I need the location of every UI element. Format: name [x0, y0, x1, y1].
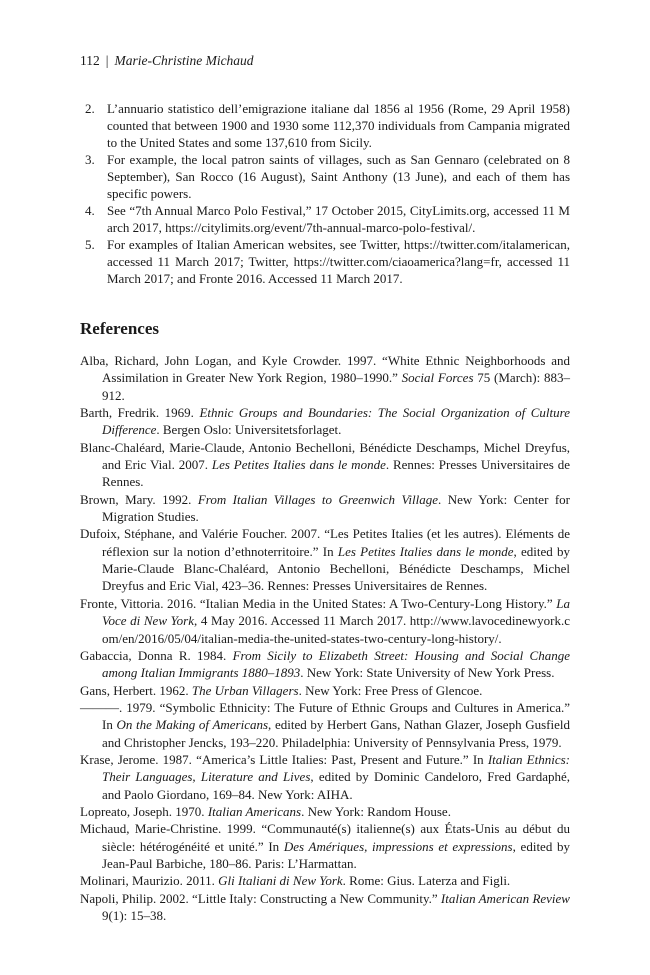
reference-title: Italian Ethnics: Their Languages, Literature and Lives [102, 751, 570, 785]
reference-entry [80, 820, 570, 872]
references-heading: References [80, 319, 159, 338]
page [80, 52, 570, 924]
reference-title: Les Petites Italies dans le monde [211, 457, 386, 473]
reference-text: Fronte, Vittoria. 2016. “Italian Media in the United States: A Two-Century-Long History.” [80, 595, 557, 611]
page-number: 112 [80, 53, 100, 68]
reference-entry [80, 872, 570, 889]
endnote-number: 5. [85, 237, 95, 252]
reference-text: Gabaccia, Donna R. 1984. [80, 647, 233, 663]
reference-title: La Voce di New York [102, 595, 570, 629]
reference-entry [80, 491, 570, 526]
endnote-text: L’annuario statistico dell’emigrazione italiane dal 1856 al 1956 (Rome, 29 April 1958) counted that between 1900 and 1930 some 112,370 individuals from Campania migrated to the United States and some 137,610 from Sicily. [107, 101, 570, 150]
reference-text: 75 (March): 883–912. [102, 370, 570, 403]
reference-text: . New York: Center for Migration Studies. [102, 491, 571, 525]
endnotes-list [80, 100, 570, 287]
reference-text: . New York: State University of New York Press. [300, 665, 555, 681]
reference-text: Napoli, Philip. 2002. “Little Italy: Constructing a New Community.” [80, 890, 441, 906]
endnote-text: See “7th Annual Marco Polo Festival,” 17 October 2015, CityLimits.org, accessed 11 March 2017, https://citylimits.org/event/7th-annual-marco-polo-festival/. [107, 203, 570, 235]
reference-title: Social Forces [401, 370, 474, 386]
reference-text: Alba, Richard, John Logan, and Kyle Crowder. 1997. “White Ethnic Neighborhoods and Assimilation in Greater New York Region, 1980–1990.” [80, 353, 570, 386]
reference-entry [80, 803, 570, 820]
reference-text: , edited by Jean-Paul Barbiche, 180–86. Paris: L’Harmattan. [102, 838, 571, 871]
endnote [80, 151, 570, 202]
reference-text: Michaud, Marie-Christine. 1999. “Communauté(s) italienne(s) aux États-Unis au début du siècle: hétérogénéité et unité.” In [80, 821, 570, 854]
reference-text: , edited by Marie-Claude Blanc-Chaléard, Antonio Bechelloni, Bénédicte Deschamps, Michel Dreyfus and Eric Vial, 423–36. Rennes: Presses Universitaires de Rennes. [102, 543, 571, 594]
endnote-number: 2. [85, 101, 95, 116]
reference-title: The Urban Villagers [191, 682, 299, 698]
header-separator: | [105, 53, 109, 68]
endnote [80, 236, 570, 287]
reference-text: , 4 May 2016. Accessed 11 March 2017. http://www.lavocedinewyork.com/en/2016/05/04/italian-media-the-united-states-two-century-long-history/. [102, 613, 570, 646]
endnote [80, 202, 570, 236]
reference-text: Brown, Mary. 1992. [80, 491, 198, 507]
endnote-number: 3. [85, 152, 95, 167]
endnote [80, 100, 570, 151]
reference-entry [80, 404, 570, 439]
reference-text: . Rennes: Presses Universitaires de Rennes. [102, 457, 571, 490]
reference-entry [80, 525, 570, 594]
reference-entry [80, 647, 570, 682]
reference-text: , edited by Herbert Gans, Nathan Glazer, Joseph Gusfield and Christopher Jencks, 193–220. Philadelphia: University of Pennsylvania Press, 1979. [102, 717, 570, 750]
reference-text: Blanc-Chaléard, Marie-Claude, Antonio Bechelloni, Bénédicte Deschamps, Michel Dreyfus, and Eric Vial. 2007. [80, 439, 570, 473]
reference-entry [80, 890, 570, 925]
reference-title: Italian American Review [440, 890, 570, 906]
references-list [80, 352, 570, 924]
endnote-text: For example, the local patron saints of villages, such as San Gennaro (celebrated on 8 September), San Rocco (16 August), Saint Anthony (13 June), and each of them has specific powers. [107, 152, 570, 201]
reference-text: Molinari, Maurizio. 2011. [80, 873, 219, 889]
reference-title: From Italian Villages to Greenwich Village [197, 491, 439, 507]
reference-title: Des Amériques, impressions et expressions [283, 838, 513, 854]
reference-text: . Bergen Oslo: Universitetsforlaget. [156, 422, 342, 438]
reference-entry [80, 699, 570, 751]
reference-text: . New York: Random House. [301, 803, 451, 819]
reference-title: Les Petites Italies dans le monde [337, 543, 514, 559]
reference-entry [80, 595, 570, 647]
reference-text: Lopreato, Joseph. 1970. [80, 803, 208, 819]
reference-text: Dufoix, Stéphane, and Valérie Foucher. 2007. “Les Petites Italies (et les autres). Eléments de réflexion sur la notion d’ethnoterritoire.” In [80, 526, 570, 559]
reference-text: 9(1): 15–38. [102, 908, 167, 923]
reference-title: Ethnic Groups and Boundaries: The Social Organization of Culture Difference [102, 405, 571, 438]
reference-entry [80, 439, 570, 491]
reference-text: Krase, Jerome. 1987. “America’s Little Italies: Past, Present and Future.” In [80, 751, 488, 767]
reference-text: , edited by Dominic Candeloro, Fred Gardaphé, and Paolo Giordano, 169–84. New York: AIHA. [102, 769, 570, 802]
reference-text: . New York: Free Press of Glencoe. [298, 682, 483, 698]
reference-entry [80, 751, 570, 803]
endnote-text: For examples of Italian American websites, see Twitter, https://twitter.com/italamerican, accessed 11 March 2017; Twitter, https://twitter.com/ciaoamerica?lang=fr, accessed 11 March 2017; and Fronte 2016. Accessed 11 March 2017. [107, 237, 570, 286]
reference-title: Italian Americans [207, 803, 302, 819]
running-head [80, 52, 570, 70]
reference-text: Gans, Herbert. 1962. [80, 682, 192, 698]
reference-text: ———. 1979. “Symbolic Ethnicity: The Future of Ethnic Groups and Cultures in America.” In [80, 699, 570, 733]
running-head-author: Marie-Christine Michaud [114, 53, 254, 68]
reference-text: . Rome: Gius. Laterza and Figli. [342, 873, 511, 889]
reference-entry [80, 682, 570, 699]
reference-text: Barth, Fredrik. 1969. [80, 405, 200, 421]
reference-title: Gli Italiani di New York [218, 873, 343, 889]
reference-entry [80, 352, 570, 404]
reference-title: On the Making of Americans [116, 717, 269, 733]
endnote-number: 4. [85, 203, 95, 218]
reference-title: From Sicily to Elizabeth Street: Housing and Social Change among Italian Immigrants 1880–1893 [102, 647, 570, 681]
